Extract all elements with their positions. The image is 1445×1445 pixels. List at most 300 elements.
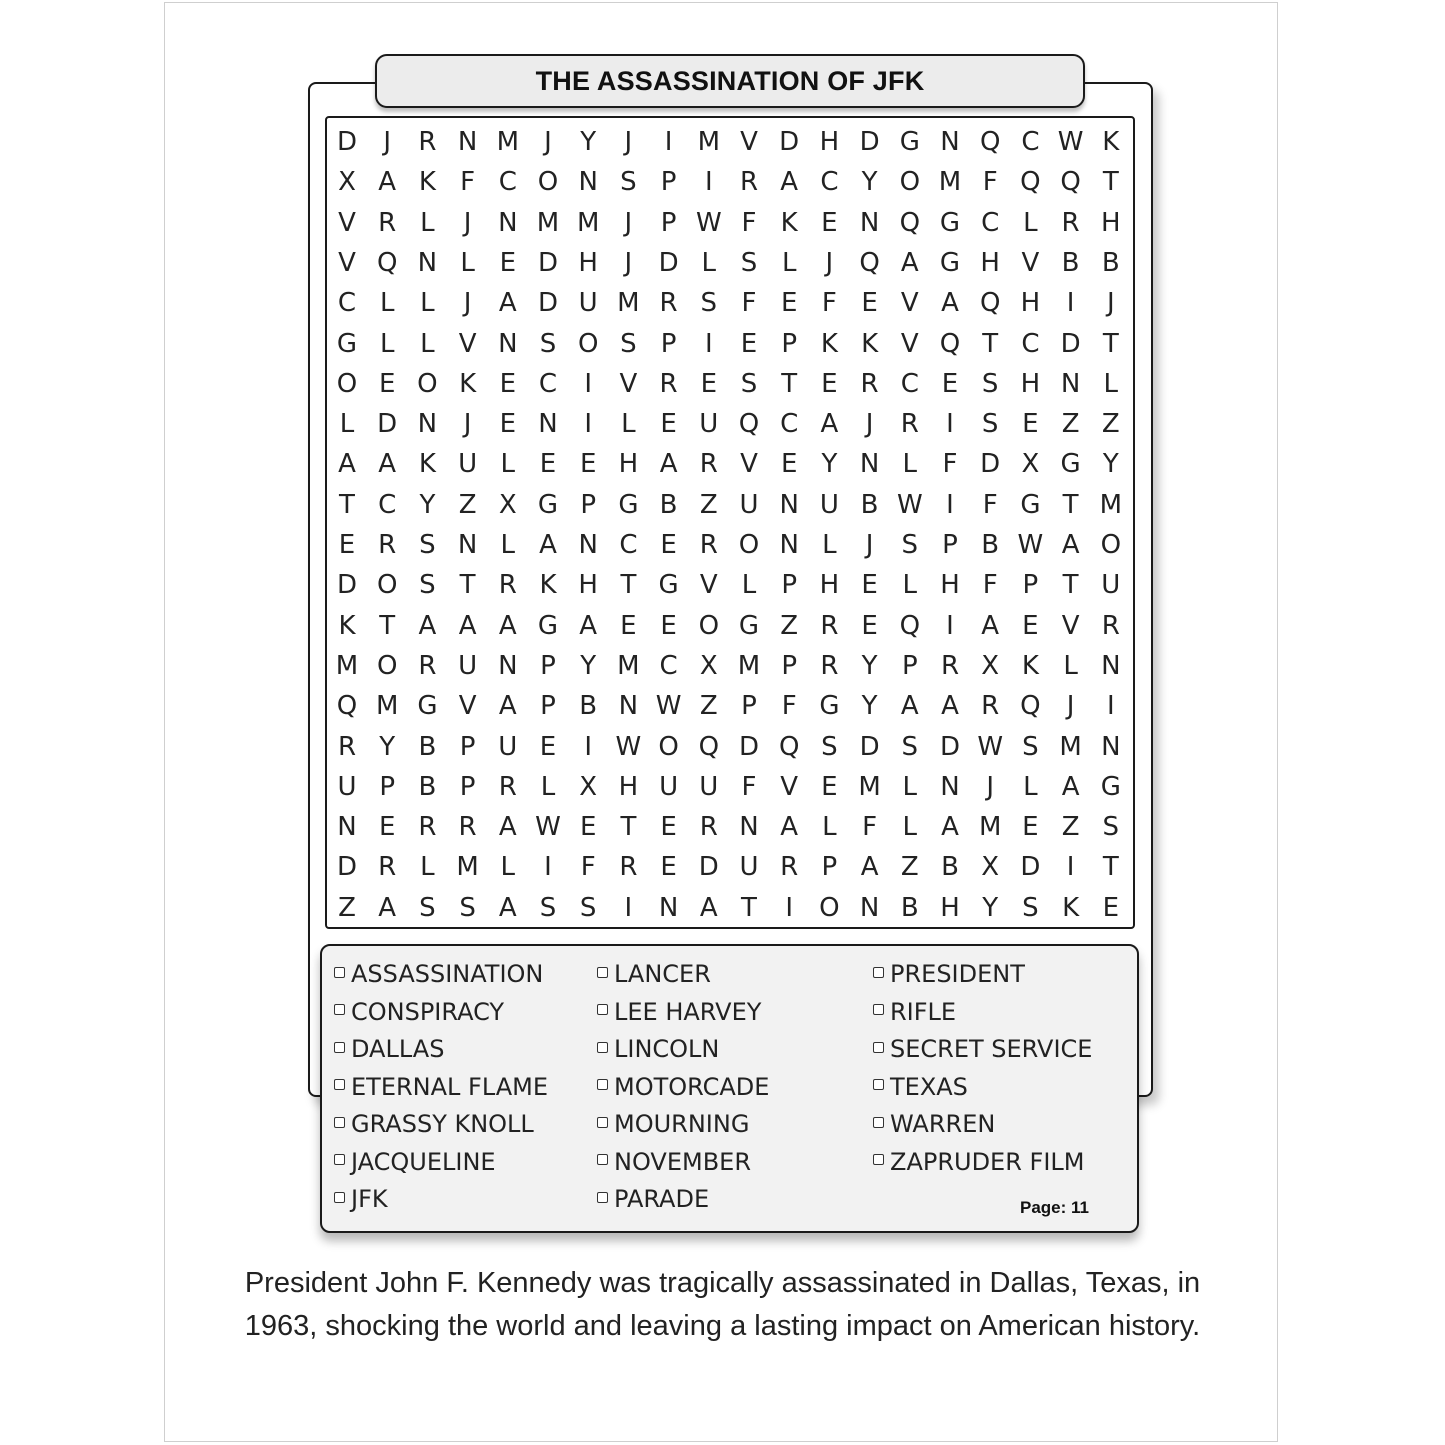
grid-letter[interactable]: E: [499, 409, 517, 440]
grid-letter[interactable]: S: [1022, 731, 1039, 762]
grid-letter[interactable]: I: [584, 731, 593, 762]
grid-letter[interactable]: L: [420, 852, 435, 883]
grid-letter[interactable]: L: [420, 288, 435, 319]
grid-letter[interactable]: S: [579, 892, 597, 923]
grid-letter[interactable]: Z: [338, 892, 356, 923]
grid-letter[interactable]: X: [338, 167, 356, 198]
grid-letter[interactable]: Z: [458, 489, 477, 520]
checkbox-icon[interactable]: [334, 1117, 345, 1128]
grid-letter[interactable]: S: [901, 731, 919, 762]
grid-letter[interactable]: R: [739, 167, 759, 198]
grid-letter[interactable]: M: [576, 207, 600, 238]
grid-letter[interactable]: N: [940, 127, 960, 157]
grid-letter[interactable]: B: [659, 489, 678, 520]
grid-letter[interactable]: A: [941, 812, 959, 843]
grid-letter[interactable]: R: [981, 691, 1000, 722]
grid-letter[interactable]: A: [418, 610, 437, 641]
grid-letter[interactable]: Z: [1061, 409, 1080, 440]
grid-letter[interactable]: U: [739, 489, 759, 520]
grid-letter[interactable]: E: [338, 530, 356, 560]
grid-letter[interactable]: W: [1017, 530, 1044, 560]
grid-letter[interactable]: R: [659, 288, 678, 319]
grid-letter[interactable]: B: [941, 852, 959, 883]
grid-letter[interactable]: L: [822, 812, 837, 843]
grid-letter[interactable]: D: [336, 127, 358, 157]
grid-letter[interactable]: O: [376, 570, 398, 601]
grid-letter[interactable]: G: [1060, 449, 1081, 480]
checkbox-icon[interactable]: [334, 1042, 345, 1053]
grid-letter[interactable]: X: [699, 650, 718, 681]
grid-letter[interactable]: Z: [900, 852, 919, 883]
grid-letter[interactable]: R: [1061, 207, 1080, 238]
grid-letter[interactable]: L: [781, 247, 797, 278]
grid-letter[interactable]: V: [1021, 247, 1040, 278]
grid-letter[interactable]: H: [1020, 368, 1041, 399]
grid-letter[interactable]: O: [537, 167, 559, 198]
grid-letter[interactable]: P: [459, 771, 476, 802]
grid-letter[interactable]: O: [417, 368, 438, 399]
grid-letter[interactable]: S: [1022, 892, 1039, 923]
grid-letter[interactable]: F: [821, 288, 837, 319]
grid-letter[interactable]: T: [620, 812, 637, 843]
grid-letter[interactable]: J: [624, 207, 633, 238]
grid-letter[interactable]: R: [378, 530, 397, 560]
grid-letter[interactable]: G: [618, 489, 639, 520]
grid-letter[interactable]: L: [420, 328, 435, 359]
grid-letter[interactable]: R: [337, 731, 357, 762]
grid-letter[interactable]: Z: [699, 691, 718, 722]
grid-letter[interactable]: Y: [580, 127, 597, 157]
grid-letter[interactable]: A: [820, 409, 839, 440]
grid-letter[interactable]: C: [1021, 328, 1040, 359]
grid-letter[interactable]: C: [659, 650, 678, 681]
grid-letter[interactable]: H: [1101, 207, 1121, 238]
grid-letter[interactable]: I: [946, 610, 954, 641]
grid-letter[interactable]: S: [821, 731, 838, 762]
grid-letter[interactable]: F: [982, 167, 998, 198]
grid-letter[interactable]: L: [500, 449, 516, 480]
grid-letter[interactable]: Y: [1102, 449, 1119, 480]
grid-letter[interactable]: A: [900, 691, 919, 722]
grid-letter[interactable]: G: [819, 691, 840, 722]
grid-letter[interactable]: L: [1023, 207, 1038, 238]
grid-letter[interactable]: P: [781, 570, 798, 601]
grid-letter[interactable]: R: [900, 409, 919, 440]
grid-letter[interactable]: P: [459, 731, 476, 762]
grid-letter[interactable]: N: [658, 892, 679, 923]
grid-letter[interactable]: V: [740, 449, 758, 480]
word-item[interactable]: [597, 1072, 769, 1102]
grid-letter[interactable]: J: [865, 409, 874, 440]
grid-letter[interactable]: L: [460, 247, 475, 278]
grid-letter[interactable]: X: [981, 650, 1000, 681]
grid-letter[interactable]: X: [1021, 449, 1040, 480]
grid-letter[interactable]: P: [781, 328, 798, 359]
grid-letter[interactable]: A: [378, 167, 397, 198]
grid-letter[interactable]: E: [660, 812, 677, 843]
grid-letter[interactable]: T: [620, 570, 637, 601]
grid-letter[interactable]: W: [977, 731, 1004, 762]
grid-letter[interactable]: G: [336, 328, 358, 359]
grid-letter[interactable]: V: [619, 368, 638, 399]
grid-letter[interactable]: T: [1102, 852, 1119, 883]
grid-letter[interactable]: I: [584, 368, 593, 399]
grid-letter[interactable]: A: [378, 892, 397, 923]
checkbox-icon[interactable]: [597, 967, 608, 978]
grid-letter[interactable]: Q: [979, 127, 1001, 157]
grid-letter[interactable]: B: [1061, 247, 1080, 278]
grid-letter[interactable]: T: [741, 892, 757, 923]
grid-letter[interactable]: M: [617, 288, 640, 319]
grid-letter[interactable]: C: [337, 288, 357, 319]
grid-letter[interactable]: E: [780, 288, 798, 319]
grid-letter[interactable]: U: [578, 288, 598, 319]
grid-letter[interactable]: J: [463, 288, 472, 319]
grid-letter[interactable]: V: [338, 207, 356, 238]
grid-letter[interactable]: R: [780, 852, 799, 883]
grid-letter[interactable]: V: [900, 288, 919, 319]
grid-letter[interactable]: D: [698, 852, 719, 883]
grid-letter[interactable]: N: [739, 812, 759, 843]
grid-letter[interactable]: R: [418, 127, 437, 157]
grid-letter[interactable]: I: [704, 167, 713, 198]
word-item[interactable]: [597, 997, 761, 1027]
grid-letter[interactable]: C: [900, 368, 919, 399]
grid-letter[interactable]: I: [1066, 852, 1075, 883]
grid-letter[interactable]: I: [584, 409, 593, 440]
grid-letter[interactable]: A: [378, 449, 397, 480]
checkbox-icon[interactable]: [597, 1117, 608, 1128]
grid-letter[interactable]: K: [418, 167, 436, 198]
grid-letter[interactable]: Q: [859, 247, 880, 278]
grid-letter[interactable]: A: [498, 610, 517, 641]
grid-letter[interactable]: R: [418, 650, 437, 681]
grid-letter[interactable]: E: [861, 288, 878, 319]
grid-letter[interactable]: E: [539, 731, 557, 762]
grid-letter[interactable]: K: [1021, 650, 1039, 681]
word-item[interactable]: [334, 997, 504, 1027]
grid-letter[interactable]: F: [942, 449, 958, 480]
grid-letter[interactable]: F: [741, 288, 757, 319]
grid-letter[interactable]: O: [376, 650, 398, 681]
grid-letter[interactable]: K: [780, 207, 798, 238]
grid-letter[interactable]: A: [659, 449, 678, 480]
grid-letter[interactable]: A: [579, 610, 598, 641]
grid-letter[interactable]: O: [899, 167, 921, 198]
grid-letter[interactable]: A: [458, 610, 477, 641]
grid-letter[interactable]: A: [780, 167, 799, 198]
grid-letter[interactable]: T: [1102, 167, 1119, 198]
checkbox-icon[interactable]: [334, 1154, 345, 1165]
grid-letter[interactable]: J: [544, 127, 552, 157]
grid-letter[interactable]: D: [336, 570, 358, 601]
grid-letter[interactable]: Q: [899, 207, 921, 238]
grid-letter[interactable]: E: [941, 368, 959, 399]
grid-letter[interactable]: L: [902, 812, 918, 843]
grid-letter[interactable]: S: [981, 368, 999, 399]
grid-letter[interactable]: Q: [336, 691, 358, 722]
grid-letter[interactable]: C: [981, 207, 1000, 238]
grid-letter[interactable]: E: [821, 368, 838, 399]
grid-letter[interactable]: Q: [376, 247, 398, 278]
grid-letter[interactable]: G: [537, 489, 559, 520]
grid-letter[interactable]: S: [740, 368, 758, 399]
grid-letter[interactable]: I: [946, 489, 954, 520]
grid-letter[interactable]: N: [417, 409, 438, 440]
grid-letter[interactable]: R: [378, 207, 397, 238]
word-item[interactable]: [597, 1034, 719, 1064]
grid-letter[interactable]: L: [500, 852, 516, 883]
grid-letter[interactable]: A: [941, 691, 959, 722]
grid-letter[interactable]: D: [939, 731, 961, 762]
word-item[interactable]: [597, 1109, 749, 1139]
grid-letter[interactable]: G: [1020, 489, 1041, 520]
grid-letter[interactable]: F: [741, 207, 757, 238]
grid-letter[interactable]: G: [658, 570, 679, 601]
grid-letter[interactable]: F: [580, 852, 596, 883]
grid-letter[interactable]: H: [578, 247, 598, 278]
grid-letter[interactable]: Z: [1061, 812, 1080, 843]
grid-letter[interactable]: M: [978, 812, 1002, 843]
grid-letter[interactable]: M: [938, 167, 962, 198]
grid-letter[interactable]: S: [419, 892, 436, 923]
grid-letter[interactable]: E: [620, 610, 637, 641]
word-item[interactable]: [873, 1072, 968, 1102]
checkbox-icon[interactable]: [873, 1117, 884, 1128]
grid-letter[interactable]: Y: [861, 691, 878, 722]
grid-letter[interactable]: A: [1061, 530, 1080, 560]
grid-letter[interactable]: P: [540, 691, 556, 722]
grid-letter[interactable]: V: [458, 691, 477, 722]
grid-letter[interactable]: M: [456, 852, 479, 883]
grid-letter[interactable]: M: [335, 650, 359, 681]
grid-letter[interactable]: B: [418, 731, 437, 762]
grid-letter[interactable]: E: [821, 771, 838, 802]
grid-letter[interactable]: N: [578, 530, 598, 560]
grid-letter[interactable]: W: [896, 489, 923, 520]
grid-letter[interactable]: D: [859, 127, 880, 157]
grid-letter[interactable]: H: [940, 892, 960, 923]
grid-letter[interactable]: N: [779, 530, 799, 560]
grid-letter[interactable]: A: [860, 852, 879, 883]
grid-letter[interactable]: C: [378, 489, 397, 520]
grid-letter[interactable]: H: [618, 449, 639, 480]
grid-letter[interactable]: S: [901, 530, 919, 560]
grid-letter[interactable]: C: [498, 167, 517, 198]
grid-letter[interactable]: R: [699, 530, 718, 560]
grid-letter[interactable]: P: [660, 207, 677, 238]
grid-letter[interactable]: E: [660, 852, 677, 883]
grid-letter[interactable]: E: [499, 247, 517, 278]
grid-letter[interactable]: V: [458, 328, 477, 359]
grid-letter[interactable]: A: [498, 892, 517, 923]
checkbox-icon[interactable]: [334, 1192, 345, 1203]
grid-letter[interactable]: K: [861, 328, 879, 359]
checkbox-icon[interactable]: [873, 1004, 884, 1015]
grid-letter[interactable]: L: [902, 570, 918, 601]
grid-letter[interactable]: K: [338, 610, 356, 641]
grid-letter[interactable]: N: [457, 530, 478, 560]
grid-letter[interactable]: K: [539, 570, 557, 601]
word-item[interactable]: [334, 959, 543, 989]
grid-letter[interactable]: Y: [861, 167, 878, 198]
grid-letter[interactable]: B: [418, 771, 437, 802]
grid-letter[interactable]: P: [1022, 570, 1039, 601]
grid-letter[interactable]: R: [699, 449, 718, 480]
grid-letter[interactable]: L: [741, 570, 757, 601]
grid-letter[interactable]: R: [940, 650, 960, 681]
grid-letter[interactable]: I: [544, 852, 552, 883]
grid-letter[interactable]: S: [700, 288, 718, 319]
grid-letter[interactable]: A: [498, 288, 517, 319]
grid-letter[interactable]: O: [819, 892, 840, 923]
grid-letter[interactable]: F: [781, 691, 797, 722]
grid-letter[interactable]: G: [939, 247, 961, 278]
grid-letter[interactable]: D: [336, 852, 358, 883]
grid-letter[interactable]: N: [1101, 650, 1121, 681]
word-item[interactable]: [334, 1034, 444, 1064]
grid-letter[interactable]: J: [825, 247, 834, 278]
checkbox-icon[interactable]: [597, 1042, 608, 1053]
grid-letter[interactable]: R: [820, 650, 839, 681]
grid-letter[interactable]: D: [377, 409, 398, 440]
grid-letter[interactable]: S: [740, 247, 758, 278]
grid-letter[interactable]: B: [981, 530, 1000, 560]
grid-letter[interactable]: M: [617, 650, 640, 681]
grid-letter[interactable]: Q: [899, 610, 921, 641]
grid-letter[interactable]: Y: [419, 489, 436, 520]
grid-letter[interactable]: L: [1103, 368, 1119, 399]
word-item[interactable]: [597, 1147, 751, 1177]
grid-letter[interactable]: T: [379, 610, 396, 641]
grid-letter[interactable]: L: [339, 409, 355, 440]
grid-letter[interactable]: I: [946, 409, 954, 440]
grid-letter[interactable]: L: [701, 247, 717, 278]
grid-letter[interactable]: S: [459, 892, 476, 923]
grid-letter[interactable]: K: [820, 328, 838, 359]
grid-letter[interactable]: H: [940, 570, 960, 601]
grid-letter[interactable]: W: [695, 207, 722, 238]
grid-letter[interactable]: B: [860, 489, 879, 520]
grid-letter[interactable]: S: [620, 167, 637, 198]
grid-letter[interactable]: E: [1022, 610, 1039, 641]
grid-letter[interactable]: Q: [778, 731, 800, 762]
grid-letter[interactable]: M: [858, 771, 881, 802]
grid-letter[interactable]: R: [619, 852, 638, 883]
grid-letter[interactable]: P: [821, 852, 838, 883]
word-item[interactable]: [334, 1072, 548, 1102]
word-item[interactable]: [597, 959, 711, 989]
checkbox-icon[interactable]: [597, 1079, 608, 1090]
grid-letter[interactable]: E: [660, 610, 677, 641]
grid-letter[interactable]: P: [379, 771, 396, 802]
grid-letter[interactable]: Z: [1101, 409, 1120, 440]
grid-letter[interactable]: C: [820, 167, 839, 198]
grid-letter[interactable]: U: [498, 731, 518, 762]
grid-letter[interactable]: J: [383, 127, 392, 157]
grid-letter[interactable]: N: [538, 409, 558, 440]
checkbox-icon[interactable]: [873, 1042, 884, 1053]
grid-letter[interactable]: V: [900, 328, 919, 359]
grid-letter[interactable]: N: [337, 812, 357, 843]
grid-letter[interactable]: U: [739, 852, 759, 883]
grid-letter[interactable]: E: [499, 368, 517, 399]
grid-letter[interactable]: G: [899, 127, 920, 157]
grid-letter[interactable]: X: [579, 771, 598, 802]
grid-letter[interactable]: W: [535, 812, 561, 843]
grid-letter[interactable]: D: [779, 127, 800, 157]
word-item[interactable]: [334, 1184, 388, 1214]
checkbox-icon[interactable]: [873, 1154, 884, 1165]
grid-letter[interactable]: O: [577, 328, 599, 359]
grid-letter[interactable]: G: [738, 610, 760, 641]
grid-letter[interactable]: R: [1101, 610, 1120, 641]
grid-letter[interactable]: N: [940, 771, 960, 802]
grid-letter[interactable]: N: [578, 167, 598, 198]
grid-letter[interactable]: E: [579, 812, 597, 843]
grid-letter[interactable]: K: [418, 449, 436, 480]
grid-letter[interactable]: U: [819, 489, 839, 520]
grid-letter[interactable]: N: [859, 207, 880, 238]
grid-letter[interactable]: I: [1106, 691, 1115, 722]
grid-letter[interactable]: H: [980, 247, 1000, 278]
grid-letter[interactable]: L: [379, 288, 395, 319]
grid-letter[interactable]: Z: [780, 610, 799, 641]
grid-letter[interactable]: J: [463, 207, 472, 238]
grid-letter[interactable]: T: [339, 489, 355, 520]
grid-letter[interactable]: V: [1061, 610, 1080, 641]
grid-letter[interactable]: F: [460, 167, 476, 198]
word-item[interactable]: [597, 1184, 709, 1214]
grid-letter[interactable]: Q: [1060, 167, 1081, 198]
grid-letter[interactable]: K: [459, 368, 477, 399]
grid-letter[interactable]: N: [498, 328, 518, 359]
grid-letter[interactable]: G: [417, 691, 438, 722]
grid-letter[interactable]: B: [900, 892, 919, 923]
grid-letter[interactable]: L: [902, 449, 918, 480]
grid-letter[interactable]: M: [1099, 489, 1123, 520]
grid-letter[interactable]: M: [697, 127, 721, 157]
grid-letter[interactable]: S: [419, 530, 436, 560]
grid-letter[interactable]: P: [741, 691, 757, 722]
grid-letter[interactable]: H: [819, 570, 840, 601]
grid-letter[interactable]: N: [779, 489, 799, 520]
grid-letter[interactable]: N: [457, 127, 478, 157]
grid-letter[interactable]: U: [699, 409, 719, 440]
grid-letter[interactable]: F: [982, 570, 998, 601]
grid-letter[interactable]: I: [704, 328, 713, 359]
grid-letter[interactable]: D: [658, 247, 679, 278]
grid-letter[interactable]: T: [1062, 489, 1079, 520]
grid-letter[interactable]: N: [1101, 731, 1121, 762]
grid-letter[interactable]: S: [539, 892, 557, 923]
grid-letter[interactable]: H: [578, 570, 598, 601]
grid-letter[interactable]: A: [338, 449, 356, 480]
grid-letter[interactable]: Y: [580, 650, 597, 681]
grid-letter[interactable]: P: [540, 650, 556, 681]
grid-letter[interactable]: E: [861, 570, 878, 601]
grid-letter[interactable]: E: [861, 610, 878, 641]
word-item[interactable]: [873, 997, 956, 1027]
checkbox-icon[interactable]: [597, 1154, 608, 1165]
grid-letter[interactable]: X: [498, 489, 517, 520]
grid-letter[interactable]: E: [780, 449, 798, 480]
grid-letter[interactable]: S: [539, 328, 557, 359]
grid-letter[interactable]: V: [740, 127, 758, 157]
grid-letter[interactable]: M: [737, 650, 761, 681]
grid-letter[interactable]: N: [1060, 368, 1081, 399]
grid-letter[interactable]: N: [859, 892, 880, 923]
